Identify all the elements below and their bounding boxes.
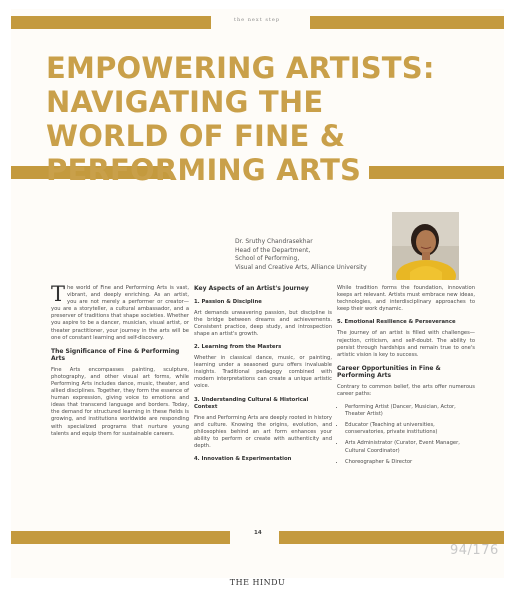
page-number: 14 xyxy=(254,530,262,536)
subheading: 4. Innovation & Experimentation xyxy=(194,456,292,463)
header-bar-left xyxy=(11,16,211,29)
list-item: • Arts Administrator (Curator, Event Manager, Cultural Coordinator) xyxy=(345,440,475,454)
author-byline xyxy=(235,238,367,272)
paragraph: The journey of an artist is filled with challenges—rejection, criticism, and self-doubt. The ability to persist through hardships and remain true to one's artistic vision is key to success. xyxy=(337,330,475,358)
paragraph: Whether in classical dance, music, or painting, learning under a seasoned guru offers invaluable insights. Traditional pedagogy combined with modern interpretations can create a unique artistic voice. xyxy=(194,355,332,390)
subheading: 5. Emotional Resilience & Perseverance xyxy=(337,319,456,326)
section-heading: Key Aspects of an Artist's Journey xyxy=(194,285,309,292)
author-photo xyxy=(392,212,459,280)
section-heading: Career Opportunities in Fine & Performing Arts xyxy=(337,364,441,380)
drop-cap: T xyxy=(51,282,66,306)
subheading: 2. Learning from the Masters xyxy=(194,343,282,350)
title-line: EMPOWERING ARTISTS: xyxy=(46,51,435,85)
paragraph: Contrary to common belief, the arts offer numerous career paths: xyxy=(337,383,475,397)
column-1 xyxy=(51,282,189,444)
paragraph: Art demands unwavering passion, but discipline is the bridge between dreams and achievements. Consistent practice, deep study, and introspection shape an artist's growth. xyxy=(194,309,332,337)
career-list xyxy=(337,404,475,466)
article-title xyxy=(46,51,486,187)
publication-footer: THE HINDU xyxy=(229,578,286,587)
author-role: Visual and Creative Arts, Alliance University xyxy=(235,263,367,271)
title-line: PERFORMING ARTS xyxy=(46,153,362,187)
header-bar-right xyxy=(310,16,504,29)
list-item: • Educator (Teaching at universities, conservatories, private institutions) xyxy=(345,422,475,436)
footer-bar-left xyxy=(11,531,230,544)
page-counter[interactable]: 94/176 xyxy=(450,543,499,558)
paragraph: Fine and Performing Arts are deeply rooted in history and culture. Knowing the origins, evolution, and philosophies behind an art form enhances your ability to perform or create with authenticity and depth. xyxy=(194,414,332,450)
author-role: School of Performing, xyxy=(235,255,300,262)
paragraph: While tradition forms the foundation, innovation keeps art relevant. Artists must embrace new ideas, technologies, and interdisciplinary approaches to keep their work dynamic. xyxy=(337,285,475,313)
title-line: WORLD OF FINE & xyxy=(46,119,346,153)
section-label: the next step xyxy=(233,17,281,23)
column-2 xyxy=(194,285,332,467)
author-name: Dr. Sruthy Chandrasekhar xyxy=(235,238,313,245)
intro-paragraph: The world of Fine and Performing Arts is vast, vibrant, and deeply enriching. As an artist, you are not merely a performer or creator—you are a storyteller, a cultural ambassador, and a preserver of traditions that shape societies. Whether you aspire to be a dancer, musician, visual artist, or theater practitioner, your journey in the arts will be one of constant learning and self-discovery. xyxy=(51,282,189,341)
list-item: • Choreographer & Director xyxy=(345,459,475,466)
author-role: Head of the Department, xyxy=(235,246,311,254)
column-3 xyxy=(337,285,475,470)
subheading: 3. Understanding Cultural & Historical Context xyxy=(194,396,309,410)
subheading: 1. Passion & Discipline xyxy=(194,298,262,305)
paragraph: Fine Arts encompasses painting, sculpture, photography, and other visual art forms, while Performing Arts includes dance, music, theater, and allied disciplines. Together, they form the essence of human expression, giving voice to emotions and ideas that transcend language and borders. Today, the demand for structured learning in these fields is growing, and institutions worldwide are responding with specialized programs that nurture young talents and equip them for sustainable careers. xyxy=(51,366,189,437)
section-heading: The Significance of Fine & Performing Arts xyxy=(51,347,180,363)
list-item: • Performing Artist (Dancer, Musician, Actor, Theater Artist) xyxy=(345,404,475,418)
title-line: NAVIGATING THE xyxy=(46,85,324,119)
